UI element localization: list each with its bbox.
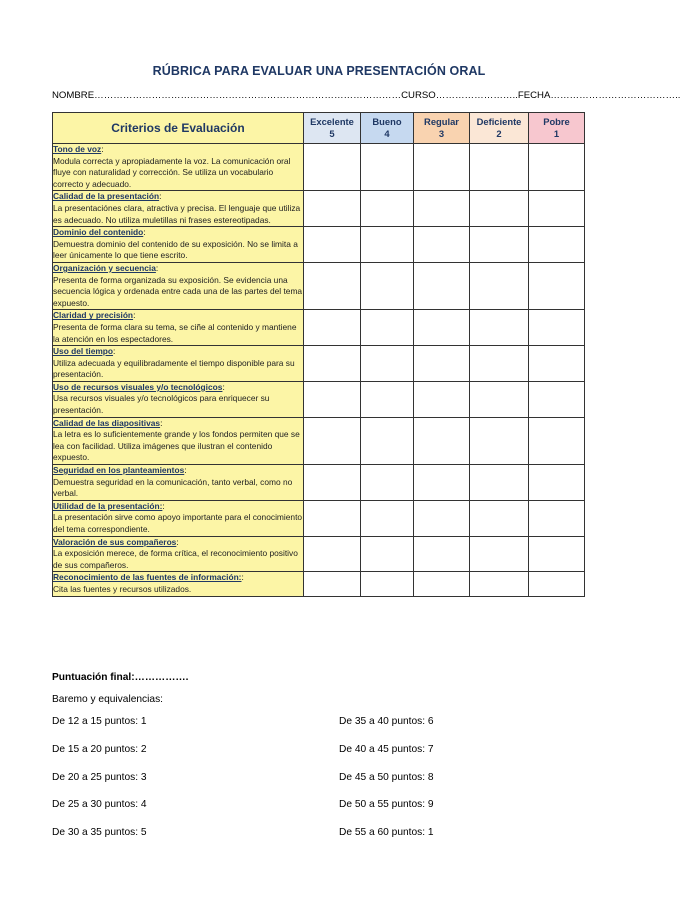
criterion-title: Calidad de las diapositivas bbox=[53, 417, 161, 428]
score-value: 1 bbox=[553, 128, 560, 139]
criterion-title: Organización y secuencia bbox=[53, 262, 156, 273]
score-cell[interactable] bbox=[470, 191, 529, 227]
score-header bbox=[361, 113, 414, 144]
score-cell[interactable] bbox=[414, 465, 470, 501]
score-cell[interactable] bbox=[414, 572, 470, 596]
criterion-description: Modula correcta y apropiadamente la voz. La comunicación oral fluye con naturalidad y corrección. Se utiliza un vocabulario correcto y adecuado. bbox=[53, 155, 291, 189]
table-row bbox=[53, 191, 585, 227]
scale-item: De 30 a 35 puntos: 5 bbox=[52, 827, 147, 838]
scale-item: De 25 a 30 puntos: 4 bbox=[52, 799, 147, 810]
table-row bbox=[53, 417, 585, 464]
table-header-row bbox=[53, 113, 585, 144]
scale-item: De 20 a 25 puntos: 3 bbox=[52, 772, 147, 783]
score-cell[interactable] bbox=[470, 144, 529, 191]
criterion-cell: Calidad de la presentación: La presentaciónes clara, atractiva y precisa. El lenguaje que utiliza es adecuado. No utiliza muletillas ni frases estereotipadas. bbox=[53, 191, 304, 227]
criterion-title: Uso de recursos visuales y/o tecnológicos bbox=[53, 381, 223, 392]
score-cell[interactable] bbox=[470, 381, 529, 417]
baremo-label: Baremo y equivalencias: bbox=[52, 694, 163, 705]
score-cell[interactable] bbox=[304, 381, 361, 417]
criterion-description: Usa recursos visuales y/o tecnológicos para enriquecer su presentación. bbox=[53, 393, 270, 416]
score-cell[interactable] bbox=[470, 262, 529, 309]
scale-item: De 15 a 20 puntos: 2 bbox=[52, 744, 147, 755]
score-cell[interactable] bbox=[414, 381, 470, 417]
score-value: 2 bbox=[496, 128, 502, 139]
final-score: Puntuación final:……………. bbox=[52, 672, 189, 683]
criterion-cell: Tono de voz: Modula correcta y apropiadamente la voz. La comunicación oral fluye con naturalidad y corrección. Se utiliza un vocabulario correcto y adecuado. bbox=[53, 144, 304, 191]
criterion-title: Calidad de la presentación bbox=[53, 191, 160, 202]
score-cell[interactable] bbox=[361, 500, 414, 536]
score-cell[interactable] bbox=[529, 381, 585, 417]
criterion-description: Presenta de forma organizada su exposición. Se evidencia una secuencia lógica y ordenada entre cada una de las partes del tema expuesto. bbox=[53, 274, 303, 308]
scale-item: De 50 a 55 puntos: 9 bbox=[339, 799, 434, 810]
criterion-description: Utiliza adecuada y equilibradamente el tiempo disponible para su presentación. bbox=[53, 357, 295, 380]
table-row bbox=[53, 536, 585, 572]
score-cell[interactable] bbox=[361, 465, 414, 501]
score-cell[interactable] bbox=[529, 572, 585, 596]
score-cell[interactable] bbox=[414, 191, 470, 227]
criterion-cell: Uso de recursos visuales y/o tecnológicos: Usa recursos visuales y/o tecnológicos para enriquecer su presentación. bbox=[53, 381, 304, 417]
score-label: Deficiente bbox=[476, 116, 522, 127]
score-cell[interactable] bbox=[304, 310, 361, 346]
score-label: Bueno bbox=[372, 116, 402, 127]
score-cell[interactable] bbox=[529, 262, 585, 309]
table-row bbox=[53, 144, 585, 191]
score-cell[interactable] bbox=[414, 262, 470, 309]
criterion-cell: Seguridad en los planteamientos: Demuestra seguridad en la comunicación, tanto verbal, como no verbal. bbox=[53, 465, 304, 501]
score-header bbox=[529, 113, 585, 144]
criterion-description: Demuestra seguridad en la comunicación, tanto verbal, como no verbal. bbox=[53, 476, 293, 499]
criterion-cell: Uso del tiempo: Utiliza adecuada y equilibradamente el tiempo disponible para su presentación. bbox=[53, 346, 304, 382]
student-info-line: NOMBRE……………………………………………………………………………………CURSO……………………..FECHA………………………………….. bbox=[52, 90, 680, 101]
score-cell[interactable] bbox=[304, 227, 361, 263]
score-cell[interactable] bbox=[304, 417, 361, 464]
score-cell[interactable] bbox=[304, 572, 361, 596]
score-cell[interactable] bbox=[414, 346, 470, 382]
score-cell[interactable] bbox=[470, 536, 529, 572]
scale-item: De 12 a 15 puntos: 1 bbox=[52, 716, 147, 727]
score-cell[interactable] bbox=[361, 191, 414, 227]
score-cell[interactable] bbox=[529, 500, 585, 536]
scale-item: De 40 a 45 puntos: 7 bbox=[339, 744, 434, 755]
criterion-title: Seguridad en los planteamientos bbox=[53, 465, 185, 476]
score-cell[interactable] bbox=[414, 500, 470, 536]
criterion-title: Reconocimiento de las fuentes de información: bbox=[53, 572, 242, 583]
score-cell[interactable] bbox=[361, 262, 414, 309]
criterion-title: Tono de voz bbox=[53, 144, 102, 154]
score-cell[interactable] bbox=[414, 417, 470, 464]
scale-item: De 35 a 40 puntos: 6 bbox=[339, 716, 434, 727]
table-row bbox=[53, 465, 585, 501]
table-row bbox=[53, 572, 585, 596]
criterion-cell: Calidad de las diapositivas: La letra es lo suficientemente grande y los fondos permiten que se lea con facilidad. Utiliza imágenes que ilustran el contenido expuesto. bbox=[53, 417, 304, 464]
criteria-header: Criterios de Evaluación bbox=[53, 113, 304, 144]
score-cell[interactable] bbox=[529, 227, 585, 263]
score-cell[interactable] bbox=[304, 465, 361, 501]
criterion-description: Presenta de forma clara su tema, se ciñe al contenido y mantiene la atención en los espectadores. bbox=[53, 321, 297, 344]
criterion-cell: Dominio del contenido: Demuestra dominio del contenido de su exposición. No se limita a leer únicamente lo que tiene escrito. bbox=[53, 227, 304, 263]
score-cell[interactable] bbox=[529, 144, 585, 191]
score-cell[interactable] bbox=[361, 310, 414, 346]
score-value: 5 bbox=[329, 128, 335, 139]
score-cell[interactable] bbox=[361, 536, 414, 572]
score-cell[interactable] bbox=[470, 500, 529, 536]
score-cell[interactable] bbox=[529, 191, 585, 227]
criterion-description: La presentación sirve como apoyo importante para el conocimiento del tema correspondiente. bbox=[53, 512, 303, 534]
score-cell[interactable] bbox=[470, 227, 529, 263]
criterion-cell: Organización y secuencia: Presenta de forma organizada su exposición. Se evidencia una secuencia lógica y ordenada entre cada una de las partes del tema expuesto. bbox=[53, 262, 304, 309]
score-label: Excelente bbox=[310, 116, 354, 127]
score-cell[interactable] bbox=[414, 536, 470, 572]
score-cell[interactable] bbox=[529, 310, 585, 346]
scale-item: De 55 a 60 puntos: 1 bbox=[339, 827, 434, 838]
criterion-cell: Valoración de sus compañeros: La exposición merece, de forma crítica, el reconocimiento positivo de sus compañeros. bbox=[53, 536, 304, 572]
score-header bbox=[304, 113, 361, 144]
table-row bbox=[53, 346, 585, 382]
score-cell[interactable] bbox=[470, 465, 529, 501]
table-row bbox=[53, 381, 585, 417]
criterion-description: La presentaciónes clara, atractiva y precisa. El lenguaje que utiliza es adecuado. No utiliza muletillas ni frases estereotipadas. bbox=[53, 202, 301, 225]
criterion-title: Uso del tiempo bbox=[53, 346, 114, 357]
score-label: Regular bbox=[424, 116, 459, 127]
score-cell[interactable] bbox=[304, 536, 361, 572]
page-title: RÚBRICA PARA EVALUAR UNA PRESENTACIÓN ORAL bbox=[152, 64, 486, 78]
criterion-cell: Utilidad de la presentación:: La presentación sirve como apoyo importante para el conocimiento del tema correspondiente. bbox=[53, 500, 304, 536]
criterion-description: Cita las fuentes y recursos utilizados. bbox=[53, 583, 192, 594]
criterion-title: Claridad y precisión bbox=[53, 310, 134, 321]
score-cell[interactable] bbox=[304, 262, 361, 309]
criterion-cell: Reconocimiento de las fuentes de información:: Cita las fuentes y recursos utilizados. bbox=[53, 572, 304, 596]
score-cell[interactable] bbox=[304, 346, 361, 382]
criterion-description: La exposición merece, de forma crítica, el reconocimiento positivo de sus compañeros. bbox=[53, 548, 298, 570]
score-value: 3 bbox=[438, 128, 445, 139]
score-cell[interactable] bbox=[529, 465, 585, 501]
rubric-table bbox=[52, 112, 585, 597]
score-cell[interactable] bbox=[470, 572, 529, 596]
score-label: Pobre bbox=[543, 116, 570, 127]
criterion-description: La letra es lo suficientemente grande y los fondos permiten que se lea con facilidad. Utiliza imágenes que ilustran el contenido expuesto. bbox=[53, 429, 300, 463]
criterion-cell: Claridad y precisión: Presenta de forma clara su tema, se ciñe al contenido y mantiene la atención en los espectadores. bbox=[53, 310, 304, 346]
score-value: 4 bbox=[384, 128, 390, 139]
criterion-title: Utilidad de la presentación: bbox=[53, 500, 163, 511]
score-cell[interactable] bbox=[470, 346, 529, 382]
score-cell[interactable] bbox=[361, 227, 414, 263]
score-cell[interactable] bbox=[414, 144, 470, 191]
criterion-title: Valoración de sus compañeros bbox=[53, 536, 177, 547]
score-cell[interactable] bbox=[414, 310, 470, 346]
score-cell[interactable] bbox=[304, 191, 361, 227]
score-cell[interactable] bbox=[470, 310, 529, 346]
table-row bbox=[53, 500, 585, 536]
score-cell[interactable] bbox=[304, 500, 361, 536]
score-cell[interactable] bbox=[529, 417, 585, 464]
criterion-description: Demuestra dominio del contenido de su exposición. No se limita a leer únicamente lo que tiene escrito. bbox=[53, 238, 298, 261]
table-row bbox=[53, 310, 585, 346]
score-cell[interactable] bbox=[304, 144, 361, 191]
table-row bbox=[53, 227, 585, 263]
score-cell[interactable] bbox=[361, 144, 414, 191]
score-cell[interactable] bbox=[529, 346, 585, 382]
score-cell[interactable] bbox=[361, 346, 414, 382]
score-cell[interactable] bbox=[361, 572, 414, 596]
score-cell[interactable] bbox=[470, 417, 529, 464]
score-cell[interactable] bbox=[361, 417, 414, 464]
score-header bbox=[470, 113, 529, 144]
criterion-title: Dominio del contenido bbox=[53, 227, 144, 238]
score-cell[interactable] bbox=[529, 536, 585, 572]
score-cell[interactable] bbox=[414, 227, 470, 263]
table-row bbox=[53, 262, 585, 309]
scale-item: De 45 a 50 puntos: 8 bbox=[339, 772, 434, 783]
score-cell[interactable] bbox=[361, 381, 414, 417]
score-header bbox=[414, 113, 470, 144]
